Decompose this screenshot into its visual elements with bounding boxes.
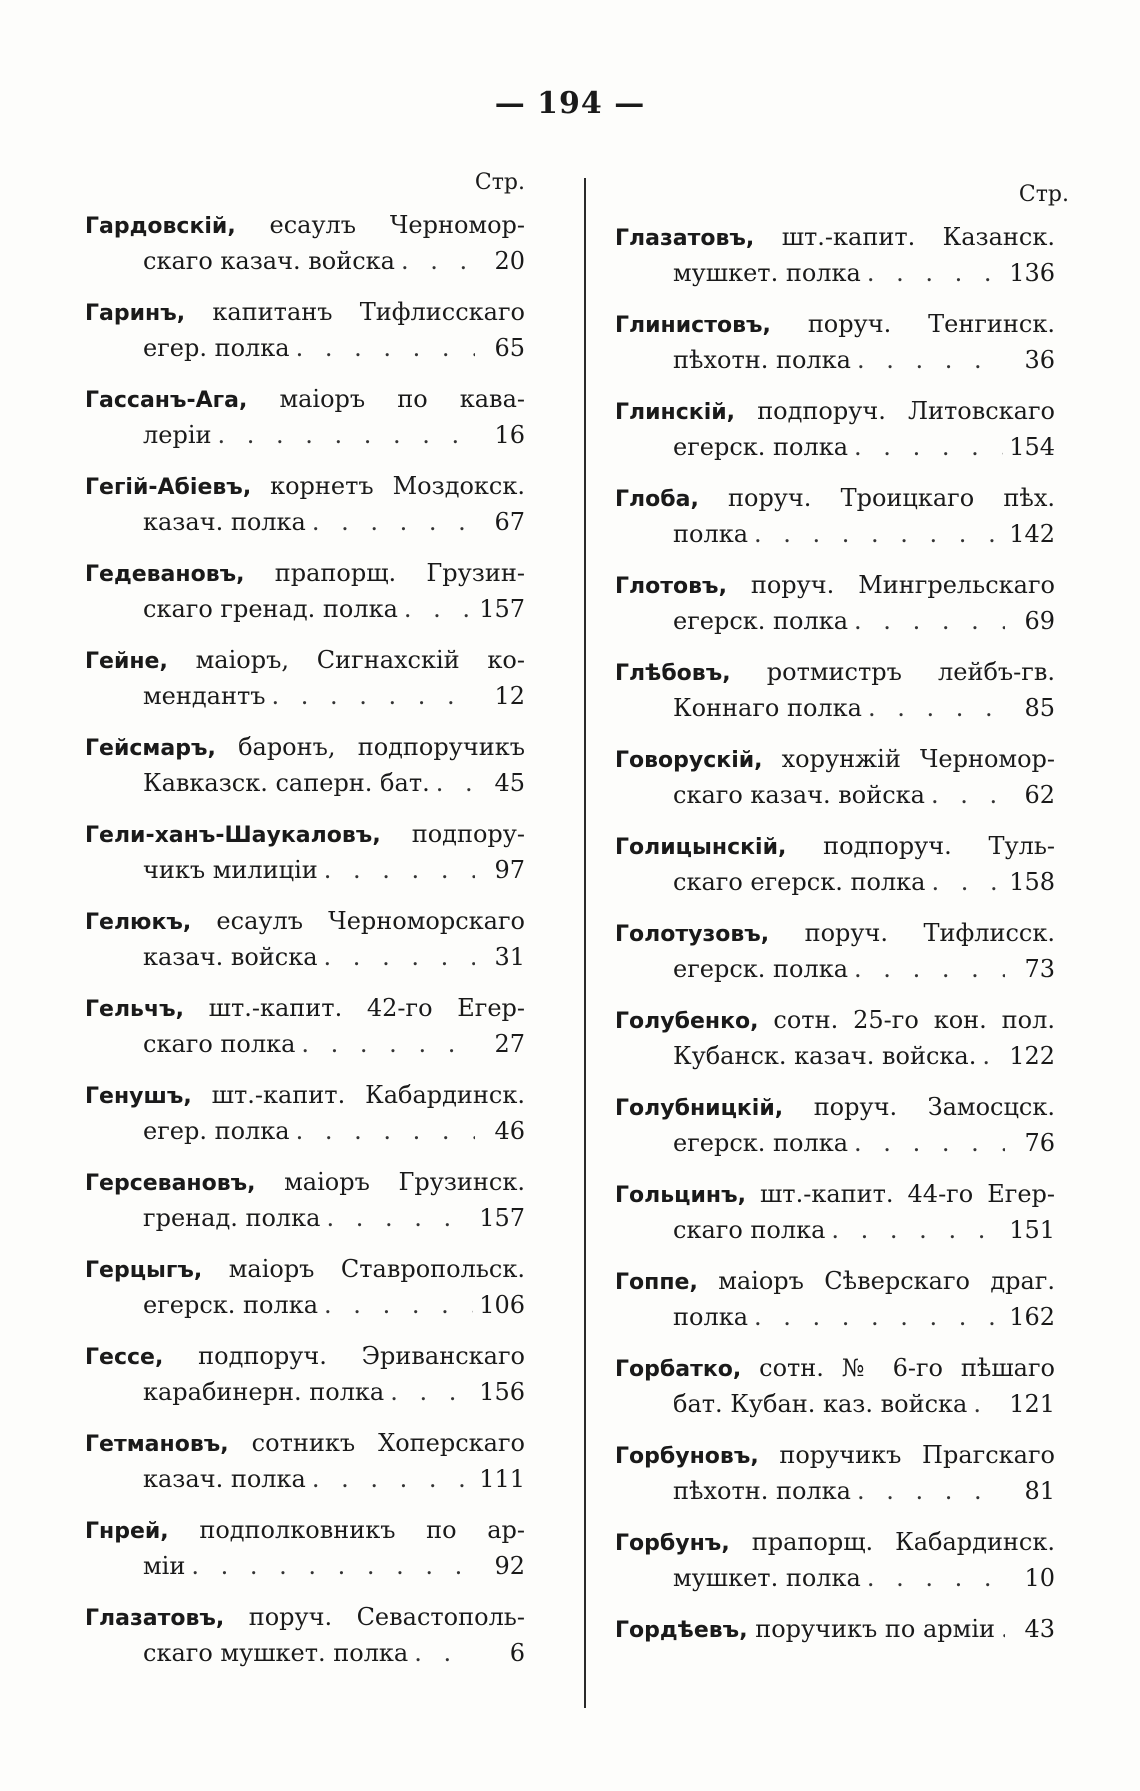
entry-text-continued: скаго полка [673, 1216, 826, 1244]
entry-line-1 [85, 469, 525, 505]
entry-text: поруч. Севастополь- [248, 1603, 525, 1631]
entry-name: Глоба, [615, 487, 699, 512]
entry-name: Глотовъ, [615, 574, 727, 599]
entry-page: 69 [1024, 607, 1055, 635]
index-entry [85, 1078, 525, 1165]
entry-page: 65 [494, 334, 525, 362]
index-entry [615, 916, 1055, 1003]
entry-text: маіоръ по кава- [279, 385, 525, 413]
entry-text: сотникъ Хоперскаго [251, 1429, 525, 1457]
index-entry [85, 1252, 525, 1339]
entry-page: 76 [1024, 1129, 1055, 1157]
entry-page: 12 [494, 682, 525, 710]
entry-page: 10 [1024, 1564, 1055, 1592]
entry-text-continued: гренад. полка [143, 1204, 321, 1232]
entry-page: 156 [479, 1378, 525, 1406]
index-entry [615, 394, 1055, 481]
entry-name: Глинистовъ, [615, 313, 771, 338]
leader-dots [296, 1114, 475, 1148]
leader-dots [191, 1549, 475, 1583]
leader-dots [272, 679, 476, 713]
entry-line-2 [615, 691, 1055, 725]
entry-text-continued: скаго казач. войска [673, 781, 925, 809]
column-divider [584, 178, 586, 1708]
entry-page: 6 [509, 1639, 525, 1667]
index-entry [85, 1600, 525, 1687]
index-entry [85, 469, 525, 556]
entry-text: баронъ, подпоручикъ [238, 733, 525, 761]
entry-line-2 [615, 1126, 1055, 1160]
entry-text-continued: скаго гренад. полка [143, 595, 398, 623]
entry-line-1 [85, 643, 525, 679]
leader-dots [854, 604, 1005, 638]
entry-line-2 [615, 343, 1055, 377]
entry-line-2 [85, 331, 525, 365]
entry-name: Гейне, [85, 649, 168, 674]
entry-line-1 [85, 1252, 525, 1288]
leader-dots [857, 1474, 1005, 1508]
entry-line-2 [85, 1636, 525, 1670]
leader-dots [301, 1027, 475, 1061]
entry-text: поруч. Троицкаго пѣх. [728, 484, 1055, 512]
entry-line-2 [615, 430, 1055, 464]
entry-text: прапорщ. Кабардинск. [751, 1528, 1055, 1556]
entry-line-1 [615, 1525, 1055, 1561]
index-entry [615, 1264, 1055, 1351]
entry-name: Гольцинъ, [615, 1183, 746, 1208]
entry-line-2 [85, 1549, 525, 1583]
entry-page: 62 [1024, 781, 1055, 809]
entry-text: маіоръ Сѣверскаго драг. [718, 1267, 1055, 1295]
index-entry [85, 817, 525, 904]
entry-line-1 [85, 991, 525, 1027]
entry-name: Гели-ханъ-Шаукаловъ, [85, 823, 381, 848]
entry-page: 67 [494, 508, 525, 536]
entry-page: 16 [494, 421, 525, 449]
entry-line-1 [615, 655, 1055, 691]
entry-text-continued: егерск. полка [673, 955, 849, 983]
entry-line-2 [615, 778, 1055, 812]
index-entry [85, 1339, 525, 1426]
entry-line-1 [615, 307, 1055, 343]
entry-text-continued: полка [673, 1303, 748, 1331]
entry-text: ротмистръ лейбъ-гв. [766, 658, 1055, 686]
entry-name: Гессе, [85, 1345, 164, 1370]
leader-dots [324, 853, 475, 887]
entry-line-1 [615, 916, 1055, 952]
entry-line-2 [85, 679, 525, 713]
entry-line-1 [615, 220, 1055, 256]
index-entry [615, 307, 1055, 394]
entry-text: маіоръ Грузинск. [284, 1168, 525, 1196]
entry-text-continued: скаго полка [143, 1030, 296, 1058]
leader-dots [854, 430, 1003, 464]
entry-line-2 [85, 505, 525, 539]
entry-name: Голубенко, [615, 1009, 759, 1034]
right-column [615, 170, 1069, 1699]
entry-text: есаулъ Черномор- [269, 211, 525, 239]
leader-dots [931, 778, 1005, 812]
entry-line-2 [85, 1462, 525, 1496]
entry-text: корнетъ Моздокск. [270, 472, 525, 500]
entry-line-1 [85, 1078, 525, 1114]
index-entry [85, 208, 525, 295]
index-entry [615, 742, 1055, 829]
index-entry [85, 556, 525, 643]
entry-name: Глазатовъ, [615, 226, 755, 251]
entry-text-continued: казач. полка [143, 508, 306, 536]
entry-text: подполковникъ по ар- [199, 1516, 525, 1544]
index-entry [85, 295, 525, 382]
entry-line-1 [615, 481, 1055, 517]
entry-page: 111 [479, 1465, 525, 1493]
entry-line-2 [615, 1213, 1055, 1247]
entry-line-2 [85, 1114, 525, 1148]
entry-text-continued: егерск. полка [673, 433, 849, 461]
entry-line-1 [615, 568, 1055, 604]
entry-text: сотн. № 6-го пѣшаго [759, 1354, 1055, 1382]
entry-name: Глазатовъ, [85, 1606, 225, 1631]
entry-page: 162 [1009, 1303, 1055, 1331]
index-entry [615, 1438, 1055, 1525]
entry-text: шт.-капит. Кабардинск. [211, 1081, 525, 1109]
left-column [85, 170, 525, 1687]
index-entry [85, 1165, 525, 1252]
entry-name: Гардовскій, [85, 214, 236, 239]
index-entry [615, 1177, 1055, 1264]
entry-text-continued: леріи [143, 421, 212, 449]
entry-page: 36 [1024, 346, 1055, 374]
entry-name: Гнрей, [85, 1519, 169, 1544]
index-entry [615, 655, 1055, 742]
entry-line-1 [85, 208, 525, 244]
entry-text: хорунжій Черномор- [781, 745, 1055, 773]
entry-text-continued: скаго егерск. полка [673, 868, 926, 896]
entry-text-continued: мушкет. полка [673, 1564, 861, 1592]
leader-dots [867, 256, 1003, 290]
index-entry [615, 1351, 1055, 1438]
entry-text-continued: казач. полка [143, 1465, 306, 1493]
entry-name: Гетмановъ, [85, 1432, 229, 1457]
entry-line-1 [85, 817, 525, 853]
entry-line-1 [615, 742, 1055, 778]
index-entry [85, 1426, 525, 1513]
entry-name: Гейсмаръ, [85, 736, 216, 761]
entry-line-1 [85, 1426, 525, 1462]
entry-page: 20 [494, 247, 525, 275]
index-entry [85, 1513, 525, 1600]
index-entry [85, 991, 525, 1078]
entry-name: Голицынскій, [615, 835, 787, 860]
entry-name: Гоппе, [615, 1270, 698, 1295]
entry-line-1 [615, 1351, 1055, 1387]
entry-text: капитанъ Тифлисскаго [212, 298, 525, 326]
leader-dots [854, 1126, 1005, 1160]
entry-text-continued: егерск. полка [143, 1291, 319, 1319]
index-entry [615, 1003, 1055, 1090]
index-entry [85, 643, 525, 730]
entry-text-continued: казач. войска [143, 943, 318, 971]
entry-page: 81 [1024, 1477, 1055, 1505]
entry-line-2 [615, 1474, 1055, 1508]
entry-line-1 [615, 1003, 1055, 1039]
entry-line-1 [85, 382, 525, 418]
entry-text: маіоръ, Сигнахскій ко- [195, 646, 525, 674]
entry-page: 85 [1024, 694, 1055, 722]
index-entry [615, 568, 1055, 655]
entry-name: Глѣбовъ, [615, 661, 731, 686]
entry-line-1 [85, 730, 525, 766]
entry-line-1 [85, 556, 525, 592]
entry-text: подпоруч. Эриванскаго [198, 1342, 525, 1370]
leader-dots [296, 331, 475, 365]
entry-page: 136 [1009, 259, 1055, 287]
entry-text-continued: егер. полка [143, 334, 290, 362]
index-entry [615, 481, 1055, 568]
entry-line-2 [615, 1387, 1055, 1421]
entry-text-continued: полка [673, 520, 748, 548]
entry-line-1 [615, 1090, 1055, 1126]
leader-dots [982, 1039, 1003, 1073]
entry-page: 106 [479, 1291, 525, 1319]
entry-name: Гаринъ, [85, 301, 186, 326]
entry-text: есаулъ Черноморскаго [216, 907, 525, 935]
entry-text-continued: егер. полка [143, 1117, 290, 1145]
entry-page: 92 [494, 1552, 525, 1580]
entry-line-1 [85, 904, 525, 940]
entry-page: 157 [479, 595, 525, 623]
entry-line-1 [615, 1264, 1055, 1300]
entry-line-2 [85, 592, 525, 626]
entry-text: поруч. Мингрельскаго [750, 571, 1055, 599]
entry-text: поруч. Тифлисск. [804, 919, 1055, 947]
leader-dots [931, 865, 1003, 899]
entry-text: поручикъ Прагскаго [779, 1441, 1055, 1469]
leader-dots [868, 691, 1005, 725]
entry-line-2 [615, 604, 1055, 638]
entry-line-1 [85, 1600, 525, 1636]
entry-page: 43 [1024, 1615, 1055, 1643]
entry-text-continued: егерск. полка [673, 607, 849, 635]
index-entry [85, 904, 525, 991]
entry-page: 46 [494, 1117, 525, 1145]
entry-text: поруч. Замосцск. [813, 1093, 1055, 1121]
entry-name: Горбунъ, [615, 1531, 730, 1556]
leader-dots [857, 343, 1005, 377]
leader-dots [312, 1462, 473, 1496]
entry-text-continued: карабинерн. полка [143, 1378, 385, 1406]
entry-text-continued: чикъ милиціи [143, 856, 318, 884]
entry-text: маіоръ Ставропольск. [228, 1255, 525, 1283]
entry-name: Говорускій, [615, 748, 763, 773]
leader-dots [867, 1561, 1005, 1595]
entry-text: шт.-капит. 44-го Егер- [759, 1180, 1055, 1208]
leader-dots [326, 1201, 473, 1235]
entry-line-1 [615, 829, 1055, 865]
leader-dots [754, 1300, 1003, 1334]
index-entry [615, 829, 1055, 916]
entry-text: подпоруч. Литовскаго [757, 397, 1055, 425]
entry-text: шт.-капит. Казанск. [781, 223, 1055, 251]
entry-line-2 [85, 1201, 525, 1235]
entry-text-continued: скаго казач. войска [143, 247, 395, 275]
entry-page: 142 [1009, 520, 1055, 548]
index-entry [615, 1090, 1055, 1177]
entry-name: Горбатко, [615, 1357, 742, 1382]
entry-text: поручикъ по арміи [755, 1615, 995, 1643]
leader-dots [831, 1213, 1003, 1247]
entry-name: Гелюкъ, [85, 910, 192, 935]
entry-page: 151 [1009, 1216, 1055, 1244]
entry-line-2 [615, 517, 1055, 551]
entry-line-2 [615, 952, 1055, 986]
entry-text-continued: пѣхотн. полка [673, 346, 851, 374]
leader-dots [1001, 1612, 1005, 1646]
entry-page: 31 [494, 943, 525, 971]
leader-dots [973, 1387, 1003, 1421]
entry-name: Герсевановъ, [85, 1171, 256, 1196]
entry-text-continued: егерск. полка [673, 1129, 849, 1157]
entry-text-continued: мендантъ [143, 682, 266, 710]
entry-text: шт.-капит. 42-го Егер- [208, 994, 525, 1022]
entry-name: Гассанъ-Ага, [85, 388, 248, 413]
entry-page: 158 [1009, 868, 1055, 896]
entry-page: 27 [494, 1030, 525, 1058]
entry-text: прапорщ. Грузин- [274, 559, 525, 587]
entry-name: Гегій-Абіевъ, [85, 475, 252, 500]
entry-text: подпоруч. Туль- [823, 832, 1055, 860]
entry-list [615, 220, 1055, 1699]
entry-line-1 [615, 1177, 1055, 1213]
leader-dots [324, 1288, 473, 1322]
leader-dots [854, 952, 1005, 986]
entry-line-2 [85, 1027, 525, 1061]
column-header: Стр. [1018, 182, 1069, 207]
entry-name: Генушъ, [85, 1084, 192, 1109]
leader-dots [401, 244, 475, 278]
entry-page: 157 [479, 1204, 525, 1232]
index-entry [615, 1612, 1055, 1699]
entry-line-2 [85, 1375, 525, 1409]
entry-line-2 [615, 1039, 1055, 1073]
entry-line-2 [85, 244, 525, 278]
entry-text: поруч. Тенгинск. [807, 310, 1055, 338]
entry-name: Голубницкій, [615, 1096, 784, 1121]
entry-line-1 [85, 295, 525, 331]
entry-name: Герцыгъ, [85, 1258, 203, 1283]
entry-text-continued: пѣхотн. полка [673, 1477, 851, 1505]
entry-text-continued: мушкет. полка [673, 259, 861, 287]
entry-page: 45 [494, 769, 525, 797]
entry-line-2 [85, 1288, 525, 1322]
entry-text-continued: Коннаго полка [673, 694, 862, 722]
entry-text-continued: міи [143, 1552, 186, 1580]
entry-name: Голотузовъ, [615, 922, 770, 947]
entry-page: 73 [1024, 955, 1055, 983]
entry-line-2 [85, 853, 525, 887]
leader-dots [754, 517, 1003, 551]
entry-name: Гельчъ, [85, 997, 184, 1022]
entry-name: Гедевановъ, [85, 562, 245, 587]
entry-text-continued: скаго мушкет. полка [143, 1639, 409, 1667]
entry-list [85, 208, 525, 1687]
index-entry [615, 1525, 1055, 1612]
entry-name: Гордѣевъ, [615, 1618, 748, 1643]
entry-line-1 [85, 1165, 525, 1201]
leader-dots [312, 505, 475, 539]
entry-line-1 [85, 1513, 525, 1549]
entry-page: 97 [494, 856, 525, 884]
entry-text: сотн. 25-го кон. пол. [773, 1006, 1055, 1034]
entry-line-2 [615, 865, 1055, 899]
index-entry [615, 220, 1055, 307]
entry-name: Горбуновъ, [615, 1444, 759, 1469]
entry-page: 122 [1009, 1042, 1055, 1070]
index-entry [85, 730, 525, 817]
entry-line-2 [85, 940, 525, 974]
leader-dots [436, 766, 475, 800]
entry-name: Глинскій, [615, 400, 736, 425]
index-entry [85, 382, 525, 469]
leader-dots [390, 1375, 473, 1409]
entry-page: 121 [1009, 1390, 1055, 1418]
entry-line-1 [615, 394, 1055, 430]
column-header: Стр. [474, 170, 525, 195]
entry-line-1 [85, 1339, 525, 1375]
entry-line-2 [615, 1561, 1055, 1595]
entry-text-continued: Кубанск. казач. войска. [673, 1042, 977, 1070]
entry-line-1 [615, 1438, 1055, 1474]
leader-dots [414, 1636, 475, 1670]
entry-text-continued: бат. Кубан. каз. войска [673, 1390, 968, 1418]
leader-dots [217, 418, 475, 452]
entry-text-continued: Кавказск. саперн. бат. [143, 769, 430, 797]
entry-line-2 [85, 418, 525, 452]
entry-page: 154 [1009, 433, 1055, 461]
entry-text: подпору- [411, 820, 525, 848]
leader-dots [404, 592, 473, 626]
leader-dots [324, 940, 475, 974]
entry-line-2 [85, 766, 525, 800]
entry-line-2 [615, 256, 1055, 290]
page-number: — 194 — [494, 86, 646, 121]
entry-line-2 [615, 1300, 1055, 1334]
